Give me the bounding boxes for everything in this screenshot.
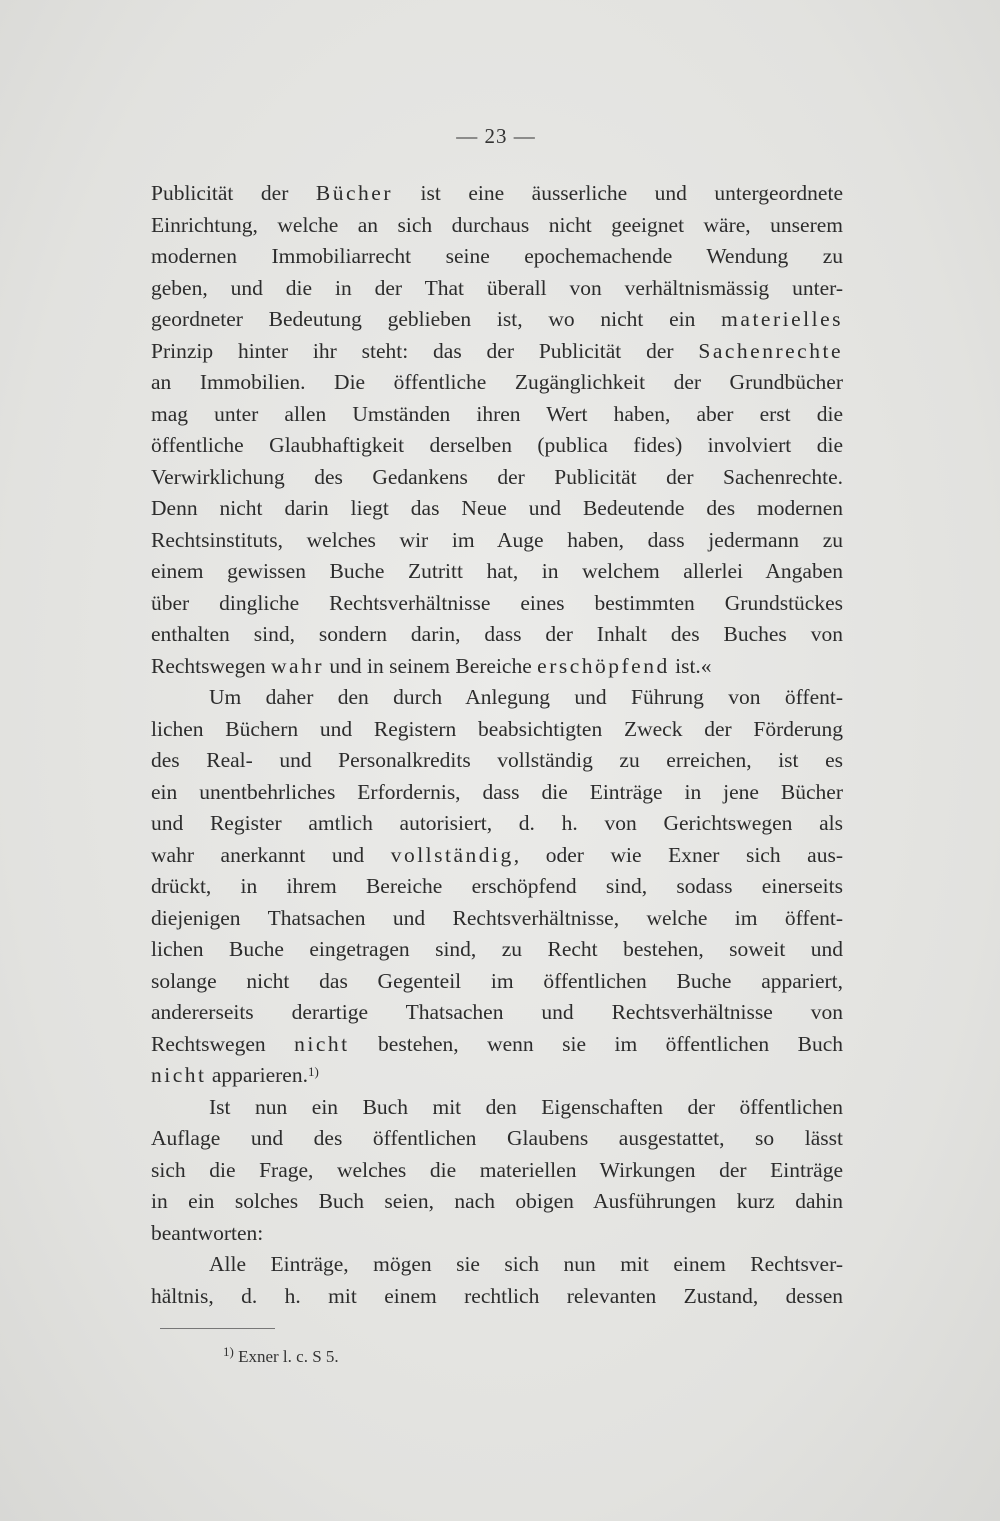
text-line [151, 997, 843, 1029]
text-line [151, 1249, 843, 1281]
emphasized-text: Bücher [315, 181, 393, 205]
footnote-divider [160, 1328, 275, 1329]
text-line [151, 178, 843, 210]
text-segment: öffentliche Glaubhaftigkeit derselben (publica fides) involviert die [151, 433, 843, 457]
text-segment: ist eine äusserliche und untergeordnete [392, 181, 843, 205]
emphasized-text: materielles [721, 307, 843, 331]
text-segment: Prinzip hinter ihr steht: das der Publicität der [151, 338, 699, 363]
text-line [151, 871, 843, 903]
text-segment: einem gewissen Buche Zutritt hat, in welchem allerlei Angaben [151, 559, 843, 583]
footnote-reference: 1) [307, 1064, 319, 1079]
text-segment: und Register amtlich autorisiert, d. h. von Gerichtswegen als [151, 811, 843, 835]
text-line [151, 367, 843, 399]
text-segment: beantworten: [151, 1220, 264, 1245]
text-line [151, 619, 843, 651]
text-segment: geben, und die in der That überall von verhältnismässig unter- [151, 275, 843, 300]
text-segment: über dingliche Rechtsverhältnisse eines bestimmten Grundstückes [151, 590, 843, 615]
text-line [151, 966, 843, 998]
text-line [151, 1155, 843, 1187]
emphasized-text: Sachenrechte [698, 338, 843, 363]
text-line [151, 210, 843, 242]
text-segment: Auflage und des öffentlichen Glaubens ausgestattet, so lässt [151, 1126, 843, 1150]
text-segment: Verwirklichung des Gedankens der Publicität der Sachenrechte. [151, 464, 843, 489]
emphasized-text: erschöpfend [537, 653, 670, 678]
text-segment: diejenigen Thatsachen und Rechtsverhältnisse, welche im öffent- [151, 905, 843, 930]
text-line [151, 840, 843, 872]
footnote-text: Exner l. c. S 5. [233, 1347, 339, 1366]
text-segment: an Immobilien. Die öffentliche Zugänglichkeit der Grundbücher [151, 370, 843, 394]
text-line [151, 1092, 843, 1124]
text-segment: sich die Frage, welches die materiellen Wirkungen der Einträge [151, 1157, 843, 1182]
text-segment: Publicität der [151, 181, 316, 205]
text-line [151, 399, 843, 431]
text-line [151, 241, 843, 273]
text-line [151, 682, 843, 714]
text-line [151, 273, 843, 305]
text-segment: Rechtswegen [151, 653, 272, 678]
text-line [151, 745, 843, 777]
text-segment: enthalten sind, sondern darin, dass der Inhalt des Buches von [151, 622, 843, 646]
text-segment: andererseits derartige Thatsachen und Rechtsverhältnisse von [151, 1000, 843, 1024]
text-segment: Rechtsinstituts, welches wir im Auge haben, dass jedermann zu [151, 527, 843, 552]
text-segment: wahr anerkannt und [151, 842, 391, 867]
footnote [223, 1344, 339, 1367]
text-line [151, 1123, 843, 1155]
text-line [151, 493, 843, 525]
text-segment: mag unter allen Umständen ihren Wert haben, aber erst die [151, 401, 843, 426]
text-line [151, 934, 843, 966]
emphasized-text: wahr [271, 653, 324, 678]
text-line [151, 430, 843, 462]
text-segment: ein unentbehrliches Erfordernis, dass die Einträge in jene Bücher [151, 779, 843, 804]
text-segment: Rechtswegen [151, 1031, 295, 1056]
text-line [151, 808, 843, 840]
paragraph [151, 1249, 843, 1312]
text-segment: drückt, in ihrem Bereiche erschöpfend sind, sodass einerseits [151, 874, 843, 898]
text-line [151, 714, 843, 746]
text-line [151, 525, 843, 557]
text-line [151, 1281, 843, 1313]
emphasized-text: nicht [151, 1063, 207, 1087]
emphasized-text: nicht [294, 1031, 350, 1056]
text-line [151, 1186, 843, 1218]
footnote-mark: 1) [223, 1344, 234, 1359]
paragraph [151, 1092, 843, 1250]
text-segment: solange nicht das Gegenteil im öffentlichen Buche appariert, [151, 968, 843, 993]
text-segment: geordneter Bedeutung geblieben ist, wo nicht ein [151, 307, 722, 331]
text-segment: Einrichtung, welche an sich durchaus nicht geeignet wäre, unserem [151, 212, 843, 237]
text-line [151, 304, 843, 336]
text-segment: Um daher den durch Anlegung und Führung von öffent- [209, 685, 843, 709]
text-segment: modernen Immobiliarrecht seine epochemachende Wendung zu [151, 244, 843, 268]
paragraph [151, 178, 843, 682]
text-segment: hältnis, d. h. mit einem rechtlich relevanten Zustand, dessen [151, 1283, 843, 1308]
text-line [151, 336, 843, 368]
text-line [151, 903, 843, 935]
emphasized-text: vollständig [390, 842, 514, 867]
text-segment: bestehen, wenn sie im öffentlichen Buch [349, 1031, 843, 1056]
text-line [151, 1218, 843, 1250]
page-number: — 23 — [456, 124, 536, 148]
text-line [151, 651, 843, 683]
body-text [151, 178, 843, 1312]
text-line [151, 588, 843, 620]
text-line [151, 1029, 843, 1061]
paragraph [151, 682, 843, 1092]
text-line [151, 1060, 843, 1092]
text-line [151, 777, 843, 809]
text-segment: Alle Einträge, mögen sie sich nun mit einem Rechtsver- [209, 1252, 843, 1276]
text-segment: Ist nun ein Buch mit den Eigenschaften der öffentlichen [209, 1094, 843, 1119]
text-segment: apparieren. [206, 1063, 308, 1087]
text-segment: ist.« [669, 653, 712, 678]
text-line [151, 556, 843, 588]
text-segment: in ein solches Buch seien, nach obigen Ausführungen kurz dahin [151, 1189, 843, 1213]
text-segment: und in seinem Bereiche [324, 653, 538, 678]
text-segment: Denn nicht darin liegt das Neue und Bedeutende des modernen [151, 496, 843, 520]
text-line [151, 462, 843, 494]
text-segment: lichen Buche eingetragen sind, zu Recht bestehen, soweit und [151, 937, 843, 961]
text-segment: lichen Büchern und Registern beabsichtigten Zweck der Förderung [151, 716, 843, 741]
text-segment: des Real- und Personalkredits vollständig zu erreichen, ist es [151, 748, 843, 772]
text-segment: , oder wie Exner sich aus- [513, 842, 843, 867]
